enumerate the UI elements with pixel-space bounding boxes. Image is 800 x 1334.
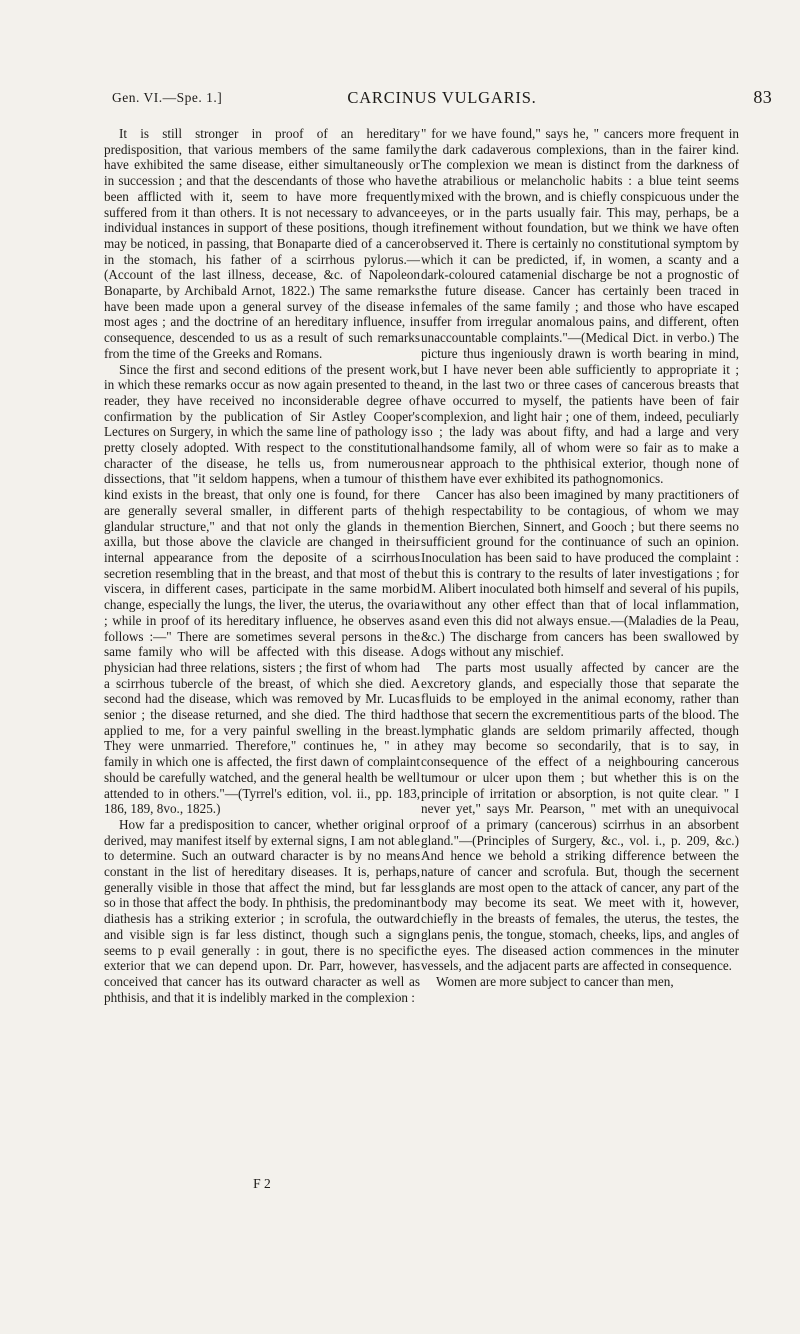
paragraph: The parts most usually affected by cancer are the excretory glands, and especially those that separate the fluids to be employed in the animal economy, rather than those that secern the excrementitious parts of the blood. The lymphatic glands are seldom primarily affected, though they may become so secondarily, that is to say, in consequence of the effect of a neighbouring cancerous tumour or ulcer upon them ; but whether this is on the principle of irritation or absorption, is not quite clear. " I never yet," says Mr. Pearson, " met with an unequivocal proof of a primary (cancerous) scirrhus in an absorbent gland."—(Principles of Surgery, &c., vol. i., p. 209, &c.) And hence we behold a striking difference between the nature of cancer and scrofula. But, though the secernent glands are most open to the attack of cancer, any part of the body may become its seat. We meet with it, however, chiefly in the breasts of females, the uterus, the testes, the glans penis, the tongue, stomach, cheeks, lips, and angles of the eyes. The diseased action commences in the minuter vessels, and the adjacent parts are affected in consequence. (421, 659, 739, 974)
paragraph: Cancer has also been imagined by many practitioners of high respectability to be contagious, of whom we may mention Bierchen, Sinnert, and Gooch ; but there seems no sufficient ground for the continuance of such an opinion. Inoculation has been said to have produced the complaint : but this is contrary to the results of later investigations ; for M. Alibert inoculated both himself and several of his pupils, without any other effect than that of local inflammation, and even this did not always ensue.—(Maladies de la Peau, &c.) The discharge from cancers has been swallowed by dogs without any mischief. (421, 487, 739, 660)
paragraph: How far a predisposition to cancer, whether original or derived, may manifest itself by external signs, I am not able to determine. Such an outward character is by no means constant in the list of hereditary diseases. It is, perhaps, generally visible in those that affect the mind, but far less so in those that affect the body. In phthisis, the predominant diathesis has a striking exterior ; in scrofula, the outward and visible sign is far less distinct, though such a sign seems to p evail generally : in gout, there is no specific exterior that we can depend upon. Dr. Parr, however, has conceived that cancer has its outward character as well as phthisis, and that it is indelibly marked in the complexion : (104, 816, 420, 1005)
signature-mark: F 2 (253, 1176, 271, 1191)
running-title: CARCINUS VULGARIS. (347, 88, 537, 107)
right-text-column (421, 126, 739, 990)
paragraph: It is still stronger in proof of an hereditary predisposition, that various members of the same family have exhibited the same disease, either simultaneously or in succession ; and that the descendants of those who have been afflicted with it, seem to have more frequently suffered from it than others. It is not necessary to advance individual instances in support of these positions, though it may be noticed, in passing, that Bonaparte died of a cancer in the stomach, his father of a scirrhous pylorus.—(Account of the last illness, decease, &c. of Napoleon Bonaparte, by Archibald Arnot, 1822.) The same remarks have been made upon a general survey of the disease in most ages ; and the doctrine of an hereditary influence, in consequence, descended to us as a result of such remarks from the time of the Greeks and Romans. (104, 126, 420, 361)
page-number: 83 (753, 87, 772, 107)
running-header (112, 86, 772, 110)
section-reference: Gen. VI.—Spe. 1.] (112, 90, 223, 105)
paragraph: Women are more subject to cancer than men, (436, 973, 674, 989)
left-text-column (104, 126, 420, 1005)
paragraph-continuation: " for we have found," says he, " cancers more frequent in the dark cadaverous complexions, than in the fairer kind. The complexion we mean is distinct from the darkness of the atrabilious or melancholic habits : a blue teint seems mixed with the brown, and is chiefly conspicuous under the eyes, or in the parts usually fair. This may, perhaps, be a refinement without foundation, but we think we have often observed it. There is certainly no constitutional symptom by which it can be predicted, if, in women, a scanty and a dark-coloured catamenial discharge be not a prognostic of the future disease. Cancer has certainly been traced in females of the same family ; and those who have escaped suffer from irregular anomalous pains, and different, often unaccountable complaints."—(Medical Dict. in verbo.) The picture thus ingeniously drawn is worth bearing in mind, but I have never been able sufficiently to appropriate it ; and, in the last two or three cases of cancerous breasts that have occurred to myself, the patients have been of fair complexion, and light hair ; one of them, indeed, peculiarly so ; the lady was about fifty, and had a large and very handsome family, all of whom were so fair as to make a near approach to the phthisical exterior, though none of them have ever exhibited its pathognomonics. (421, 126, 739, 487)
paragraph: Since the first and second editions of the present work, in which these remarks occur as now again presented to the reader, they have received no inconsiderable degree of confirmation by the publication of Sir Astley Cooper's Lectures on Surgery, in which the same line of pathology is pretty closely adopted. With respect to the constitutional character of the disease, he tells us, from numerous dissections, that "it seldom happens, when a tumour of this kind exists in the breast, that only one is found, for there are generally several smaller, in different parts of the glandular structure," and that not only the glands in the axilla, but those above the clavicle are changed in their internal appearance from the deposite of a scirrhous secretion resembling that in the breast, and that most of the viscera, in different cases, participate in the same morbid change, especially the lungs, the liver, the uterus, the ovaria ; while in proof of its hereditary influence, he observes as follows :—" There are sometimes several persons in the same family who will be affected with this disease. A physician had three relations, sisters ; the first of whom had a scirrhous tubercle of the breast, of which she died. A second had the disease, which was removed by Mr. Lucas senior ; the disease returned, and she died. The third had applied to me, for a very painful swelling in the breast. They were unmarried. Therefore," continues he, " in a family in which one is affected, the first dawn of complaint should be carefully watched, and the general health be well attended to in others."—(Tyrrel's edition, vol. ii., pp. 183, 186, 189, 8vo., 1825.) (104, 361, 420, 817)
